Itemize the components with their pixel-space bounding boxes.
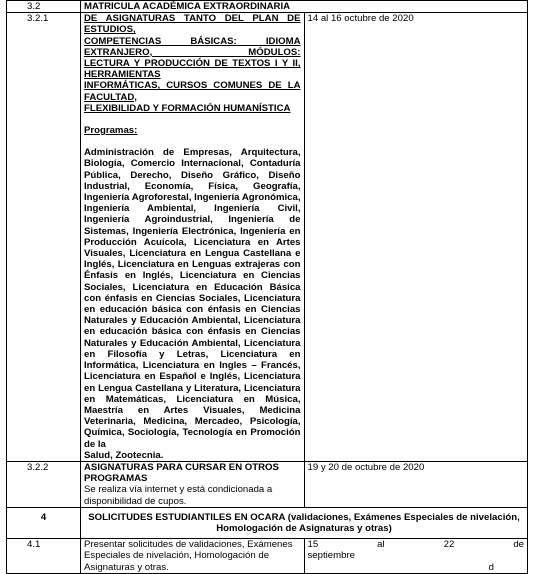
date-line: 15 al 22 de: [307, 539, 524, 551]
row-date: [304, 539, 528, 574]
date-line: septiembre: [307, 550, 355, 562]
section-3-2-row: [7, 1, 528, 13]
heading-line: FLEXIBILIDAD Y FORMACIÓN HUMANÍSTICA: [84, 102, 291, 114]
row-4-1: [7, 539, 528, 574]
row-3-2-1: [7, 13, 528, 462]
row-3-2-2: [7, 461, 528, 507]
programs-list: Administración de Empresas, Arquitectura, Biología, Comercio Internacional, Contaduría Pública, Derecho, Diseño Gráfico, Diseño Industrial, Economía, Física, Geografía, Ingeniería Agroforestal, Ingeniería Agronómica, Ingeniería Ambiental, Ingeniería Civil, Ingeniería Agroindustrial, Ingeniería de Sistemas, Ingeniería Electrónica, Ingeniería en Producción Acuícola, Licenciatura en Artes Visuales, Licenciatura en Lengua Castellana e Inglés, Licenciatura en Lenguas extrajeras con Énfasis en Inglés, Licenciatura en Ciencias Sociales, Licenciatura en Educación Básica con énfasis en Ciencias Sociales, Licenciatura en educación básica con énfasis en Ciencias Naturales y Educación Ambiental, Licenciatura en educación básica con énfasis en Ciencias Naturales y Educación Ambiental, Licenciatura en Filosofía y Letras, Licenciatura en Informática, Licenciatura en Ingles – Francés, Licenciatura en Español e Inglés, Licenciatura en Lengua Castellana y Literatura, Licenciatura en Matemáticas, Licenciatura en Música, Maestría en Artes Visuales, Medicina Veterinaria, Medicina, Mercadeo, Psicología, Química, Sociología, Tecnología en Promoción de la: [84, 147, 301, 450]
heading-line: DE ASIGNATURAS TANTO DEL PLAN DE ESTUDIOS,: [84, 13, 301, 36]
section-title: SOLICITUDES ESTUDIANTILES EN OCARA (validaciones, Exámenes Especiales de nivelación, Homologación de Asignaturas y otras): [81, 507, 528, 538]
heading-line: COMPETENCIAS BÁSICAS: IDIOMA EXTRANJERO, MÓDULOS:: [84, 35, 301, 58]
programs-list-end: Salud, Zootecnia.: [84, 449, 164, 461]
row-number: 3.2.1: [7, 13, 81, 462]
row-content: [81, 13, 305, 462]
row-text: Se realiza vía internet y está condicionada a disponibilidad de cupos.: [84, 484, 273, 507]
heading-line: INFORMÁTICAS, CURSOS COMUNES DE LA FACULTAD,: [84, 80, 301, 103]
schedule-table: [6, 0, 528, 574]
section-title: MATRICULA ACADÉMICA EXTRAORDINARIA: [81, 1, 528, 13]
row-number: 3.2.2: [7, 461, 81, 507]
row-content: [81, 461, 305, 507]
section-4-row: [7, 507, 528, 538]
heading-line: LECTURA Y PRODUCCIÓN DE TEXTOS I Y II, HERRAMIENTAS: [84, 58, 301, 81]
row-date: 19 y 20 de octubre de 2020: [304, 461, 528, 507]
section-number: 3.2: [7, 1, 81, 13]
date-line: d: [488, 561, 494, 573]
row-date: 14 al 16 octubre de 2020: [304, 13, 528, 462]
row-title: ASIGNATURAS PARA CURSAR EN OTROS PROGRAMAS: [84, 461, 279, 485]
programs-label: Programas:: [84, 125, 138, 137]
row-text: Presentar solicitudes de validaciones, Exámenes Especiales de nivelación, Homologación de Asignaturas y otras.: [81, 539, 305, 574]
row-number: 4.1: [7, 539, 81, 574]
section-number: 4: [7, 507, 81, 538]
